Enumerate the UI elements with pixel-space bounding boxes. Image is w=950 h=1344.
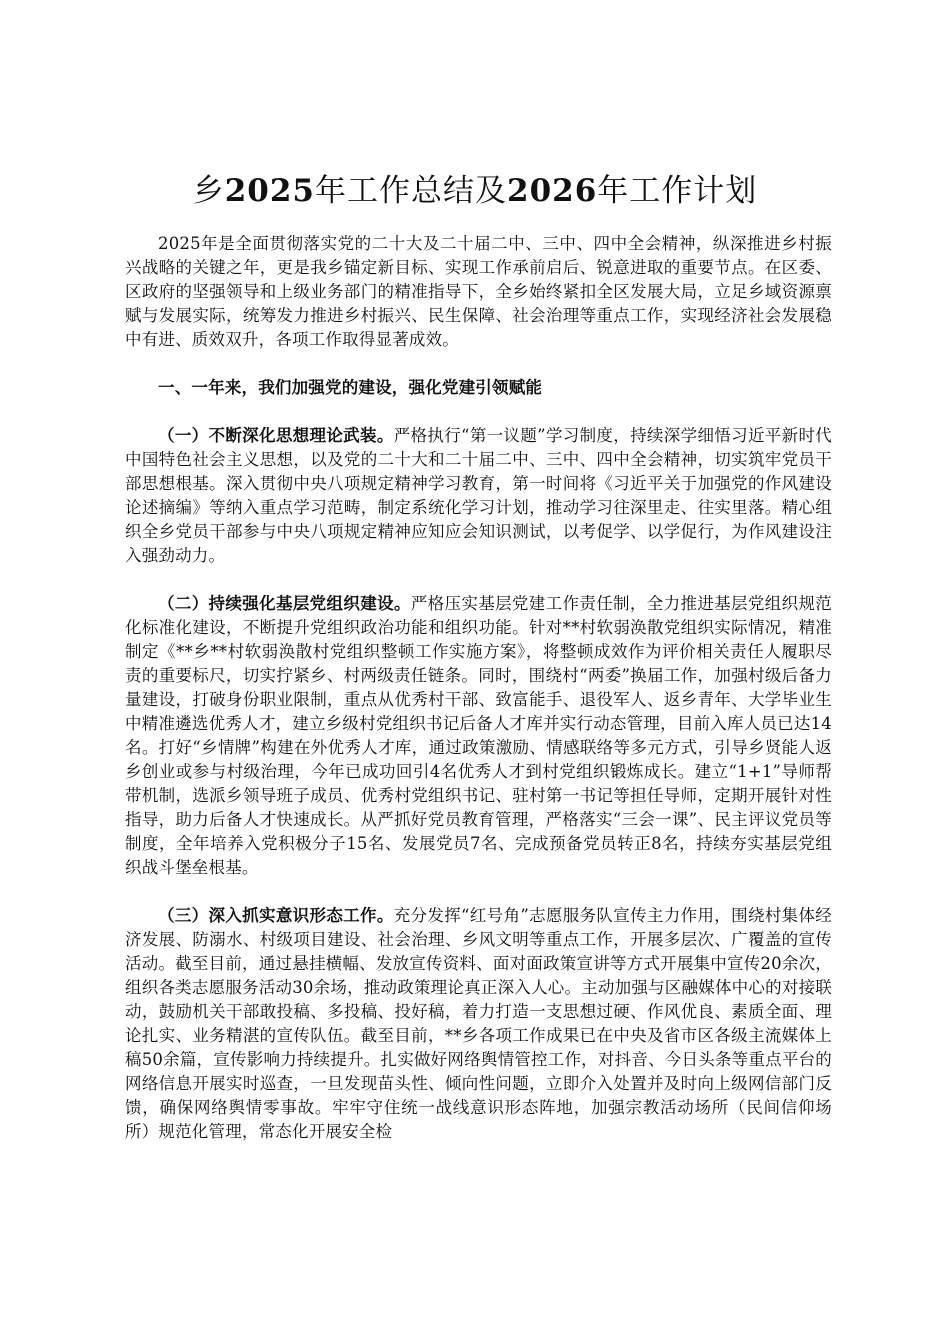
title-middle: 年工作总结及 xyxy=(315,173,507,209)
item-1-paragraph xyxy=(125,424,832,568)
item-1-text: 严格执行“第一议题”学习制度，持续深学细悟习近平新时代中国特色社会主义思想，以及党的二十大和二十届二中、三中、四中全会精神，切实筑牢党员干部思想根基。深入贯彻中央八项规定精神学习教育，第一时间将《习近平关于加强党的作风建设论述摘编》等纳入重点学习范畴，制定系统化学习计划，推动学习往深里走、往实里落。精心组织全乡党员干部参与中央八项规定精神应知应会知识测试，以考促学、以学促行，为作风建设注入强劲动力。 xyxy=(125,426,832,565)
title-suffix: 年工作计划 xyxy=(597,173,758,209)
document-title xyxy=(0,168,950,214)
section-1-heading: 一、一年来，我们加强党的建设，强化党建引领赋能 xyxy=(158,378,543,397)
item-1-lead: （一）不断深化思想理论武装。 xyxy=(158,426,394,445)
item-2-lead: （二）持续强化基层党组织建设。 xyxy=(158,594,411,613)
document-body xyxy=(125,232,832,1144)
item-3-lead: （三）深入抓实意识形态工作。 xyxy=(158,906,394,925)
title-prefix: 乡 xyxy=(192,173,225,209)
intro-paragraph: 2025年是全面贯彻落实党的二十大及二十届二中、三中、四中全会精神，纵深推进乡村振兴战略的关键之年，更是我乡锚定新目标、实现工作承前启后、锐意进取的重要节点。在区委、区政府的坚强领导和上级业务部门的精准指导下，全乡始终紧扣全区发展大局，立足乡域资源禀赋与发展实际，统筹发力推进乡村振兴、民生保障、社会治理等重点工作，实现经济社会发展稳中有进、质效双升，各项工作取得显著成效。 xyxy=(125,234,832,349)
item-2-paragraph xyxy=(125,592,832,880)
title-year-2026: 2026 xyxy=(507,173,598,209)
item-2-text: 严格压实基层党建工作责任制，全力推进基层党组织规范化标准化建设，不断提升党组织政治功能和组织功能。针对**村软弱涣散党组织实际情况，精准制定《**乡**村软弱涣散村党组织整顿工作实施方案》，将整顿成效作为评价相关责任人履职尽责的重要标尺，切实拧紧乡、村两级责任链条。同时，围绕村“两委”换届工作，加强村级后备力量建设，打破身份职业限制，重点从优秀村干部、致富能手、退役军人、返乡青年、大学毕业生中精准遴选优秀人才，建立乡级村党组织书记后备人才库并实行动态管理，目前入库人员已达14名。打好“乡情牌”构建在外优秀人才库，通过政策激励、情感联络等多元方式，引导乡贤能人返乡创业或参与村级治理，今年已成功回引4名优秀人才到村党组织锻炼成长。建立“1+1”导师帮带机制，选派乡领导班子成员、优秀村党组织书记、驻村第一书记等担任导师，定期开展针对性指导，助力后备人才快速成长。从严抓好党员教育管理，严格落实“三会一课”、民主评议党员等制度，全年培养入党积极分子15名、发展党员7名、完成预备党员转正8名，持续夯实基层党组织战斗堡垒根基。 xyxy=(125,594,833,877)
item-3-paragraph xyxy=(125,904,832,1144)
title-year-2025: 2025 xyxy=(224,173,315,209)
item-3-text: 充分发挥“红号角”志愿服务队宣传主力作用，围绕村集体经济发展、防溺水、村级项目建设、社会治理、乡风文明等重点工作，开展多层次、广覆盖的宣传活动。截至目前，通过悬挂横幅、发放宣传资料、面对面政策宣讲等方式开展集中宣传20余次，组织各类志愿服务活动30余场，推动政策理论真正深入人心。主动加强与区融媒体中心的对接联动，鼓励机关干部敢投稿、多投稿、投好稿，着力打造一支思想过硬、作风优良、素质全面、理论扎实、业务精湛的宣传队伍。截至目前，**乡各项工作成果已在中央及省市区各级主流媒体上稿50余篇，宣传影响力持续提升。扎实做好网络舆情管控工作，对抖音、今日头条等重点平台的网络信息开展实时巡查，一旦发现苗头性、倾向性问题，立即介入处置并及时向上级网信部门反馈，确保网络舆情零事故。牢牢守住统一战线意识形态阵地，加强宗教活动场所（民间信仰场所）规范化管理，常态化开展安全检 xyxy=(125,906,832,1141)
